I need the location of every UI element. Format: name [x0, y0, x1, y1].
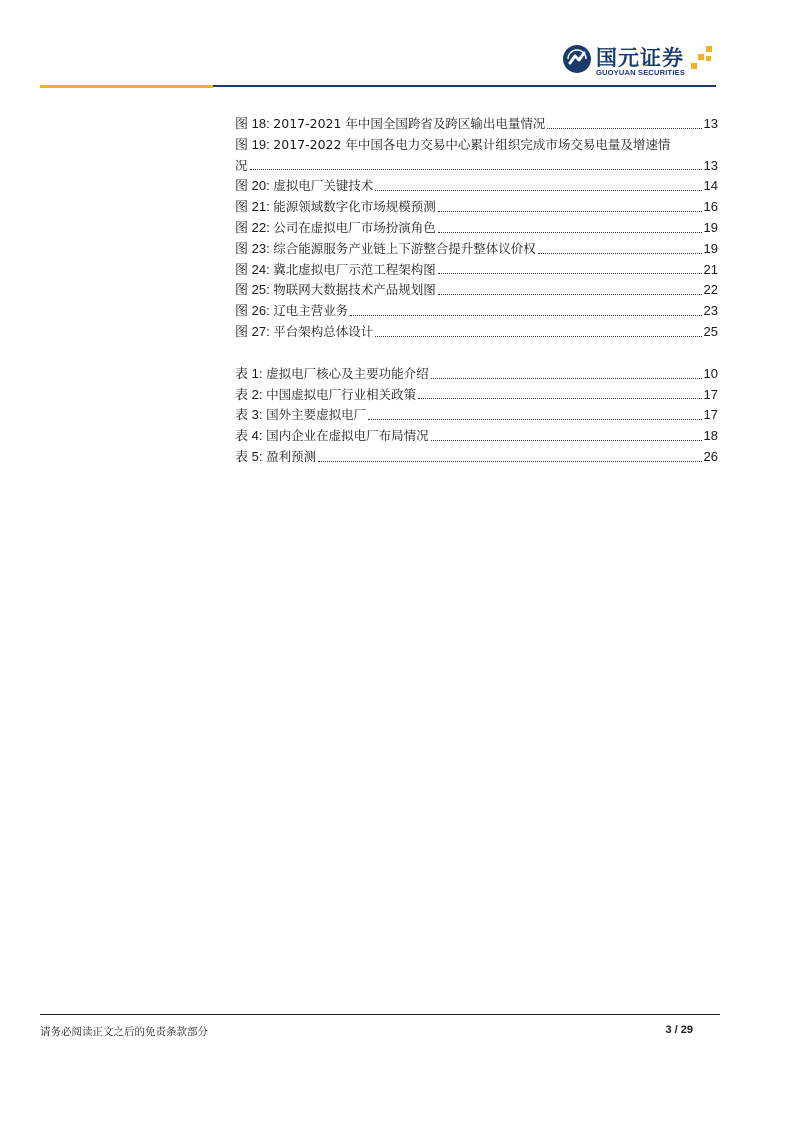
- entry-title: 综合能源服务产业链上下游整合提升整体议价权: [273, 240, 536, 256]
- dot-leader: [375, 335, 701, 337]
- entry-prefix: 图 26:: [235, 303, 274, 319]
- entry-title: 虚拟电厂关键技术: [273, 178, 374, 194]
- entry-label: [235, 405, 366, 426]
- figure-entry[interactable]: [235, 197, 718, 218]
- entry-label: [235, 301, 348, 322]
- entry-title: 2017-2021 年中国全国跨省及跨区输出电量情况: [273, 116, 546, 131]
- entry-page-number: 13: [703, 116, 718, 131]
- figure-entry[interactable]: [235, 218, 718, 239]
- entry-prefix: 图 23:: [235, 240, 274, 256]
- entry-title: 公司在虚拟电厂市场扮演角色: [273, 219, 436, 235]
- entry-page-number: 18: [703, 428, 718, 444]
- entry-label: [235, 156, 248, 177]
- dot-leader: [547, 127, 701, 129]
- entry-title: 虚拟电厂核心及主要功能介绍: [266, 365, 429, 381]
- table-of-contents: [235, 114, 718, 468]
- entry-title: 中国虚拟电厂行业相关政策: [266, 386, 417, 402]
- table-list: [235, 364, 718, 468]
- entry-page-number: 10: [703, 365, 718, 381]
- figure-entry[interactable]: [235, 322, 718, 343]
- dot-leader: [250, 168, 702, 170]
- dot-leader: [431, 377, 702, 379]
- figure-entry[interactable]: [235, 260, 718, 281]
- footer-page-number: 3 / 29: [665, 1024, 693, 1036]
- table-entry[interactable]: [235, 385, 718, 406]
- entry-prefix: 图 20:: [235, 178, 274, 194]
- entry-page-number: 14: [703, 178, 718, 194]
- dot-leader: [318, 460, 701, 462]
- entry-page-number: 21: [703, 261, 718, 277]
- entry-title: 平台架构总体设计: [273, 323, 374, 339]
- dot-leader: [438, 210, 702, 212]
- entry-label: [235, 260, 436, 281]
- figure-entry[interactable]: [235, 176, 718, 197]
- dot-leader: [538, 252, 702, 254]
- entry-prefix: 图 22:: [235, 219, 274, 235]
- entry-prefix: 图 24:: [235, 261, 274, 277]
- entry-title: 能源领域数字化市场规模预测: [273, 199, 436, 215]
- figure-entry[interactable]: [235, 239, 718, 260]
- dot-leader: [418, 397, 701, 399]
- entry-prefix: 图 27:: [235, 323, 274, 339]
- entry-prefix: 表 4:: [235, 428, 267, 444]
- entry-prefix: 表 1:: [235, 365, 267, 381]
- figure-entry[interactable]: [235, 114, 718, 135]
- header-accent-bar: [40, 85, 213, 88]
- figure-entry[interactable]: [235, 280, 718, 301]
- dot-leader: [438, 231, 702, 233]
- entry-title: 盈利预测: [266, 448, 317, 464]
- entry-title: 国内企业在虚拟电厂布局情况: [266, 428, 429, 444]
- entry-page-number: 16: [703, 199, 718, 215]
- entry-title: 辽电主营业务: [273, 303, 349, 319]
- company-logo: [562, 42, 722, 82]
- entry-label: [235, 114, 545, 135]
- dot-leader: [375, 189, 701, 191]
- figure-entry[interactable]: [235, 135, 718, 156]
- entry-prefix: 图 19:: [235, 136, 274, 152]
- entry-label: [235, 322, 373, 343]
- entry-label: [235, 176, 373, 197]
- footer-divider: [40, 1014, 720, 1015]
- dot-leader: [431, 439, 702, 441]
- entry-page-number: 23: [703, 303, 718, 319]
- table-entry[interactable]: [235, 426, 718, 447]
- entry-page-number: 17: [703, 386, 718, 402]
- entry-prefix: 图 21:: [235, 199, 274, 215]
- dot-leader: [438, 293, 702, 295]
- entry-label: [235, 239, 536, 260]
- entry-title: 况: [235, 157, 248, 173]
- figure-entry[interactable]: [235, 301, 718, 322]
- entry-title: 物联网大数据技术产品规划图: [273, 282, 436, 298]
- logo-squares-icon: [688, 44, 718, 74]
- entry-page-number: 19: [703, 219, 718, 235]
- entry-page-number: 17: [703, 407, 718, 423]
- dot-leader: [438, 272, 702, 274]
- entry-prefix: 表 2:: [235, 386, 267, 402]
- footer-disclaimer: 请务必阅读正文之后的免责条款部分: [40, 1026, 208, 1038]
- figure-entry-continued[interactable]: [235, 156, 718, 177]
- entry-label: [235, 447, 316, 468]
- table-entry[interactable]: [235, 405, 718, 426]
- logo-circle-icon: [562, 44, 592, 74]
- entry-label: [235, 218, 436, 239]
- entry-label: [235, 385, 416, 406]
- dot-leader: [350, 314, 701, 316]
- entry-page-number: 25: [703, 323, 718, 339]
- logo-chinese-name: 国元证券: [596, 46, 684, 70]
- figure-list: [235, 114, 718, 343]
- entry-prefix: 表 3:: [235, 407, 267, 423]
- entry-title: 冀北虚拟电厂示范工程架构图: [273, 261, 436, 277]
- entry-title: 2017-2022 年中国各电力交易中心累计组织完成市场交易电量及增速情: [273, 136, 671, 152]
- entry-prefix: 表 5:: [235, 448, 267, 464]
- entry-page-number: 22: [703, 282, 718, 298]
- entry-title: 国外主要虚拟电厂: [266, 407, 367, 423]
- entry-prefix: 图 18:: [235, 116, 274, 131]
- dot-leader: [368, 418, 701, 420]
- entry-page-number: 26: [703, 448, 718, 464]
- entry-label: [235, 426, 429, 447]
- entry-label: [235, 364, 429, 385]
- entry-prefix: 图 25:: [235, 282, 274, 298]
- entry-label: [235, 135, 670, 156]
- table-entry[interactable]: [235, 447, 718, 468]
- entry-page-number: 13: [703, 157, 718, 173]
- table-entry[interactable]: [235, 364, 718, 385]
- logo-english-name: GUOYUAN SECURITIES: [596, 68, 686, 77]
- entry-label: [235, 197, 436, 218]
- entry-page-number: 19: [703, 240, 718, 256]
- entry-label: [235, 280, 436, 301]
